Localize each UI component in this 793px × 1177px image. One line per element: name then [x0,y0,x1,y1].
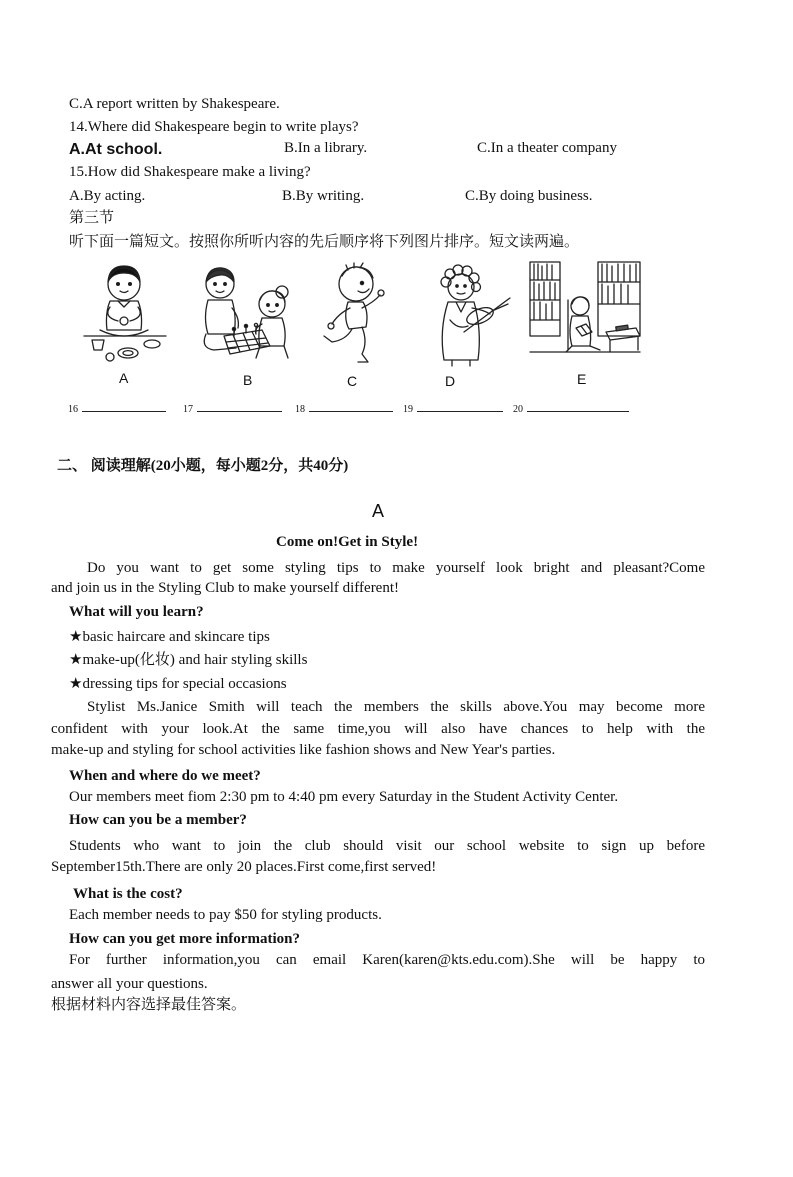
blank-line [197,401,282,412]
q14-option-a: A.At school. [69,141,163,158]
meet-heading: When and where do we meet? [69,768,261,784]
children-playing-chess-icon [194,262,298,362]
q15-stem: 15.How did Shakespeare make a living? [69,164,311,180]
meet-text: Our members meet fiom 2:30 pm to 4:40 pm every Saturday in the Student Activity Center. [69,789,619,805]
task-instruction: 根据材料内容选择最佳答案。 [51,997,247,1013]
blank-number: 16 [68,404,78,415]
reading-section-heading: 二、 阅读理解(20小题，每小题2分，共40分) [57,458,349,474]
q13-option-c: C.A report written by Shakespeare. [69,96,280,112]
info-heading: How can you get more information? [69,931,300,947]
info-line: For further information,you can email Karen(karen@kts.edu.com).She will be happy to [69,952,705,968]
answer-blank [295,401,393,417]
q14-stem: 14.Where did Shakespeare begin to write plays? [69,119,359,135]
q14-option-c: C.In a theater company [477,140,617,156]
intro-line: Do you want to get some styling tips to make yourself look bright and pleasant?Come [87,560,705,576]
answer-blank [183,401,282,417]
picture-e-label: E [577,371,587,387]
blank-number: 18 [295,404,305,415]
member-heading: How can you be a member? [69,812,247,828]
passage-title: Come on!Get in Style! [276,534,419,550]
child-with-toys-icon [80,258,168,366]
q15-option-b: B.By writing. [282,188,365,204]
learn-item: ★dressing tips for special occasions [69,676,287,692]
picture-a [80,258,168,366]
member-line: September15th.There are only 20 places.First come,first served! [51,859,437,875]
stylist-line: confident with your look.At the same time,you will also have chances to help with the [51,721,705,737]
man-playing-violin-icon [424,260,512,368]
intro-line: and join us in the Styling Club to make yourself different! [51,580,400,596]
stylist-line: Stylist Ms.Janice Smith will teach the members the skills above.You may become more [87,699,705,715]
child-running-icon [318,262,388,368]
learn-heading: What will you learn? [69,604,204,620]
blank-line [527,401,629,412]
picture-c [318,262,388,368]
child-reading-in-library-icon [528,260,642,368]
picture-c-label: C [347,373,358,389]
q15-option-c: C.By doing business. [465,188,593,204]
picture-a-label: A [119,370,129,386]
answer-blank [513,401,629,417]
picture-b-label: B [243,372,253,388]
answer-blank [68,401,166,417]
passage-label: A [372,501,385,521]
section3-title: 第三节 [69,210,115,226]
learn-item: ★make-up(化妆) and hair styling skills [69,652,308,668]
picture-b [194,262,298,362]
blank-number: 20 [513,404,523,415]
learn-item: ★basic haircare and skincare tips [69,629,270,645]
picture-d [424,260,512,368]
picture-d-label: D [445,373,456,389]
cost-text: Each member needs to pay $50 for styling products. [69,907,382,923]
blank-number: 17 [183,404,193,415]
q15-option-a: A.By acting. [69,188,146,204]
stylist-line: make-up and styling for school activities like fashion shows and New Year's parties. [51,742,556,758]
member-line: Students who want to join the club should visit our school website to sign up before [69,838,705,854]
blank-line [309,401,393,412]
cost-heading: What is the cost? [73,886,183,902]
blank-number: 19 [403,404,413,415]
q14-option-b: B.In a library. [284,140,368,156]
info-line: answer all your questions. [51,976,208,992]
blank-line [82,401,166,412]
picture-e [528,260,642,368]
blank-line [417,401,503,412]
answer-blank [403,401,503,417]
section3-instruction: 听下面一篇短文。按照你所听内容的先后顺序将下列图片排序。短文读两遍。 [69,234,580,250]
